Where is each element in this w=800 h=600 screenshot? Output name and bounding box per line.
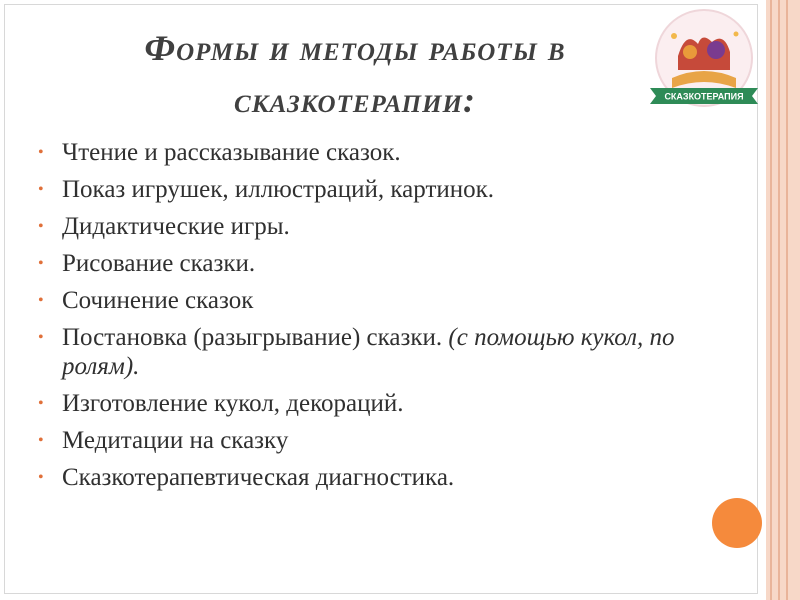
decorative-right-band [766, 0, 800, 600]
content-area [38, 138, 678, 500]
list-item [38, 138, 678, 167]
list-item-text: Изготовление кукол, декораций. [62, 390, 404, 417]
bullet-icon: • [38, 469, 44, 486]
list-item [38, 323, 678, 381]
logo-banner-text: СКАЗКОТЕРАПИЯ [664, 91, 744, 102]
logo-creature [683, 45, 697, 59]
decorative-orange-circle [712, 498, 762, 548]
title-line-1: Формы и методы работы в [144, 28, 566, 68]
list-item [38, 426, 678, 455]
band-stripe [770, 0, 772, 600]
list-item-text: Сочинение сказок [62, 287, 254, 314]
list-item [38, 212, 678, 241]
list-item-text: Дидактические игры. [62, 213, 290, 240]
list-item-text: Сказкотерапевтическая диагностика. [62, 464, 455, 491]
list-item-text: Рисование сказки. [62, 250, 256, 277]
logo-creature [707, 41, 725, 59]
list-item-text: Постановка (разыгрывание) сказки. [62, 324, 449, 351]
list-item-text: Показ игрушек, иллюстраций, картинок. [62, 176, 495, 203]
bullet-icon: • [38, 329, 44, 346]
bullet-icon: • [38, 218, 44, 235]
fairy-tale-book-logo-icon [646, 8, 764, 112]
bullet-icon: • [38, 181, 44, 198]
slide-title [60, 22, 650, 126]
list-item [38, 249, 678, 278]
list-item [38, 175, 678, 204]
list-item-text: Медитации на сказку [62, 427, 289, 454]
band-stripe [778, 0, 780, 600]
title-line-2: сказкотерапии: [234, 80, 476, 120]
list-item [38, 286, 678, 315]
bullet-icon: • [38, 432, 44, 449]
logo-star [671, 33, 677, 39]
list-item-italic-note: (с помощью кукол, по ролям). [62, 324, 675, 380]
list-item [38, 463, 678, 492]
logo-star [734, 32, 739, 37]
bullet-icon: • [38, 144, 44, 161]
bullet-icon: • [38, 292, 44, 309]
band-stripe [786, 0, 788, 600]
bullet-icon: • [38, 395, 44, 412]
list-item-text: Чтение и рассказывание сказок. [62, 139, 401, 166]
bullet-icon: • [38, 255, 44, 272]
list-item [38, 389, 678, 418]
methods-list [38, 138, 678, 492]
